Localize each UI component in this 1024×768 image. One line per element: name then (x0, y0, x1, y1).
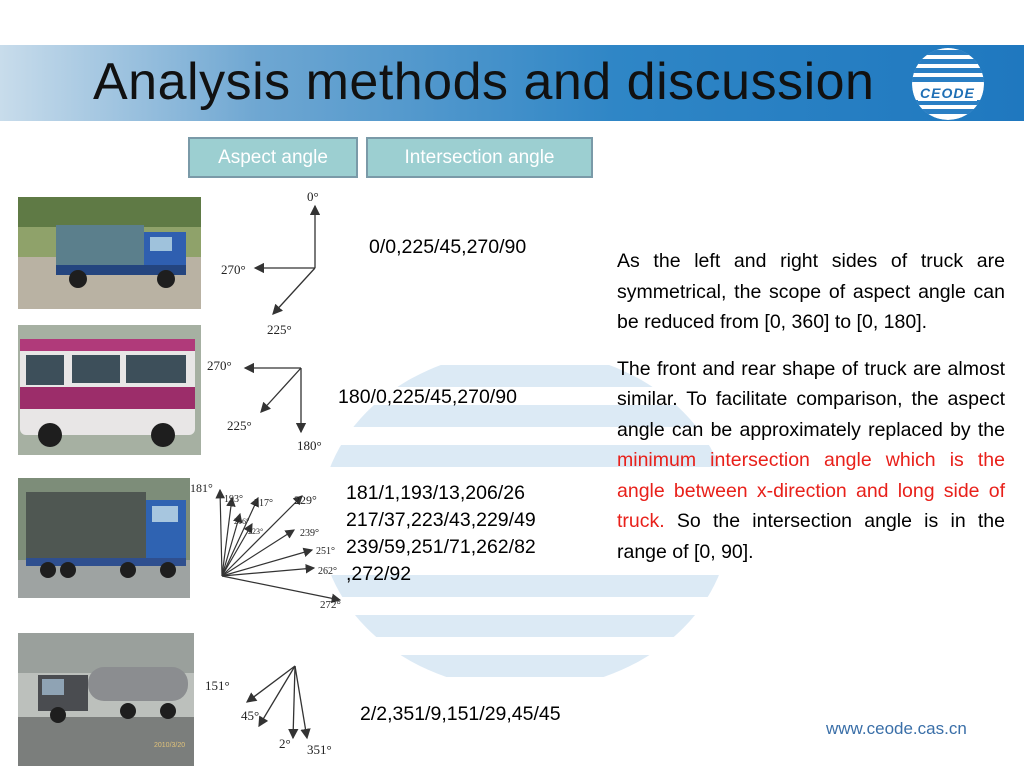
logo-text: CEODE (920, 85, 975, 101)
diagram-label: 239° (300, 528, 319, 539)
diagram-label: 151° (205, 678, 230, 693)
covered-truck-photo (18, 478, 190, 598)
diagram-label: 0° (307, 189, 319, 204)
diagram-label: 351° (307, 742, 332, 757)
values-line: 181/1,193/13,206/26 (346, 482, 525, 504)
diagram-label: 181° (190, 481, 213, 495)
diagram-label: 206° (234, 517, 250, 526)
angle-values-2: 180/0,225/45,270/90 (338, 386, 517, 408)
description-text (617, 246, 1005, 583)
highlighted-definition: minimum intersection angle which is the angle between x-direction and long side of truck. (617, 449, 1005, 532)
bus-photo (18, 325, 201, 455)
footer-url[interactable]: www.ceode.cas.cn (826, 719, 967, 738)
diagram-label: 2° (279, 736, 291, 751)
diagram-label: 270° (221, 262, 246, 277)
slide-title: Analysis methods and discussion (93, 53, 875, 111)
angle-diagram-4 (203, 660, 343, 760)
values-line: ,272/92 (346, 563, 412, 585)
diagram-label: 223° (248, 527, 264, 536)
description-text-start: The front and rear shape of truck are almost similar. To facilitate comparison, the aspect angle can be approximately replaced by the (617, 357, 1005, 441)
tab-aspect-angle[interactable]: Aspect angle (188, 137, 358, 178)
diagram-label: 180° (297, 438, 322, 453)
diagram-label: 225° (227, 418, 252, 433)
tab-intersection-angle[interactable]: Intersection angle (366, 137, 593, 178)
diagram-label: 229° (294, 493, 317, 507)
angle-values-4: 2/2,351/9,151/29,45/45 (360, 703, 561, 725)
diagram-label: 270° (207, 358, 232, 373)
description-paragraph-2 (617, 354, 1005, 568)
description-paragraph-1: As the left and right sides of truck are symmetrical, the scope of aspect angle can be reduced from [0, 360] to [0, 180]. (617, 250, 1005, 333)
truck-photo-1 (18, 197, 201, 309)
values-line: 239/59,251/71,262/82 (346, 536, 536, 558)
diagram-label: 262° (318, 566, 337, 577)
tanker-truck-photo (18, 633, 194, 766)
angle-values-1: 0/0,225/45,270/90 (369, 236, 527, 258)
angle-diagram-3 (190, 478, 345, 613)
description-text-end: So the intersection angle is in the range of [0, 90]. (617, 510, 1005, 563)
diagram-label: 272° (320, 599, 341, 611)
angle-values-3 (346, 480, 536, 588)
diagram-label: 251° (316, 546, 335, 557)
photo-date-stamp: 2010/3/20 (154, 742, 186, 749)
values-line: 217/37,223/43,229/49 (346, 509, 536, 531)
diagram-label: 225° (267, 322, 292, 337)
angle-diagram-1 (205, 188, 345, 338)
angle-diagram-2 (205, 352, 335, 458)
ceode-logo (900, 44, 996, 124)
diagram-label: 217° (254, 498, 273, 509)
diagram-label: 45° (241, 708, 260, 723)
diagram-label: 193° (224, 494, 243, 505)
